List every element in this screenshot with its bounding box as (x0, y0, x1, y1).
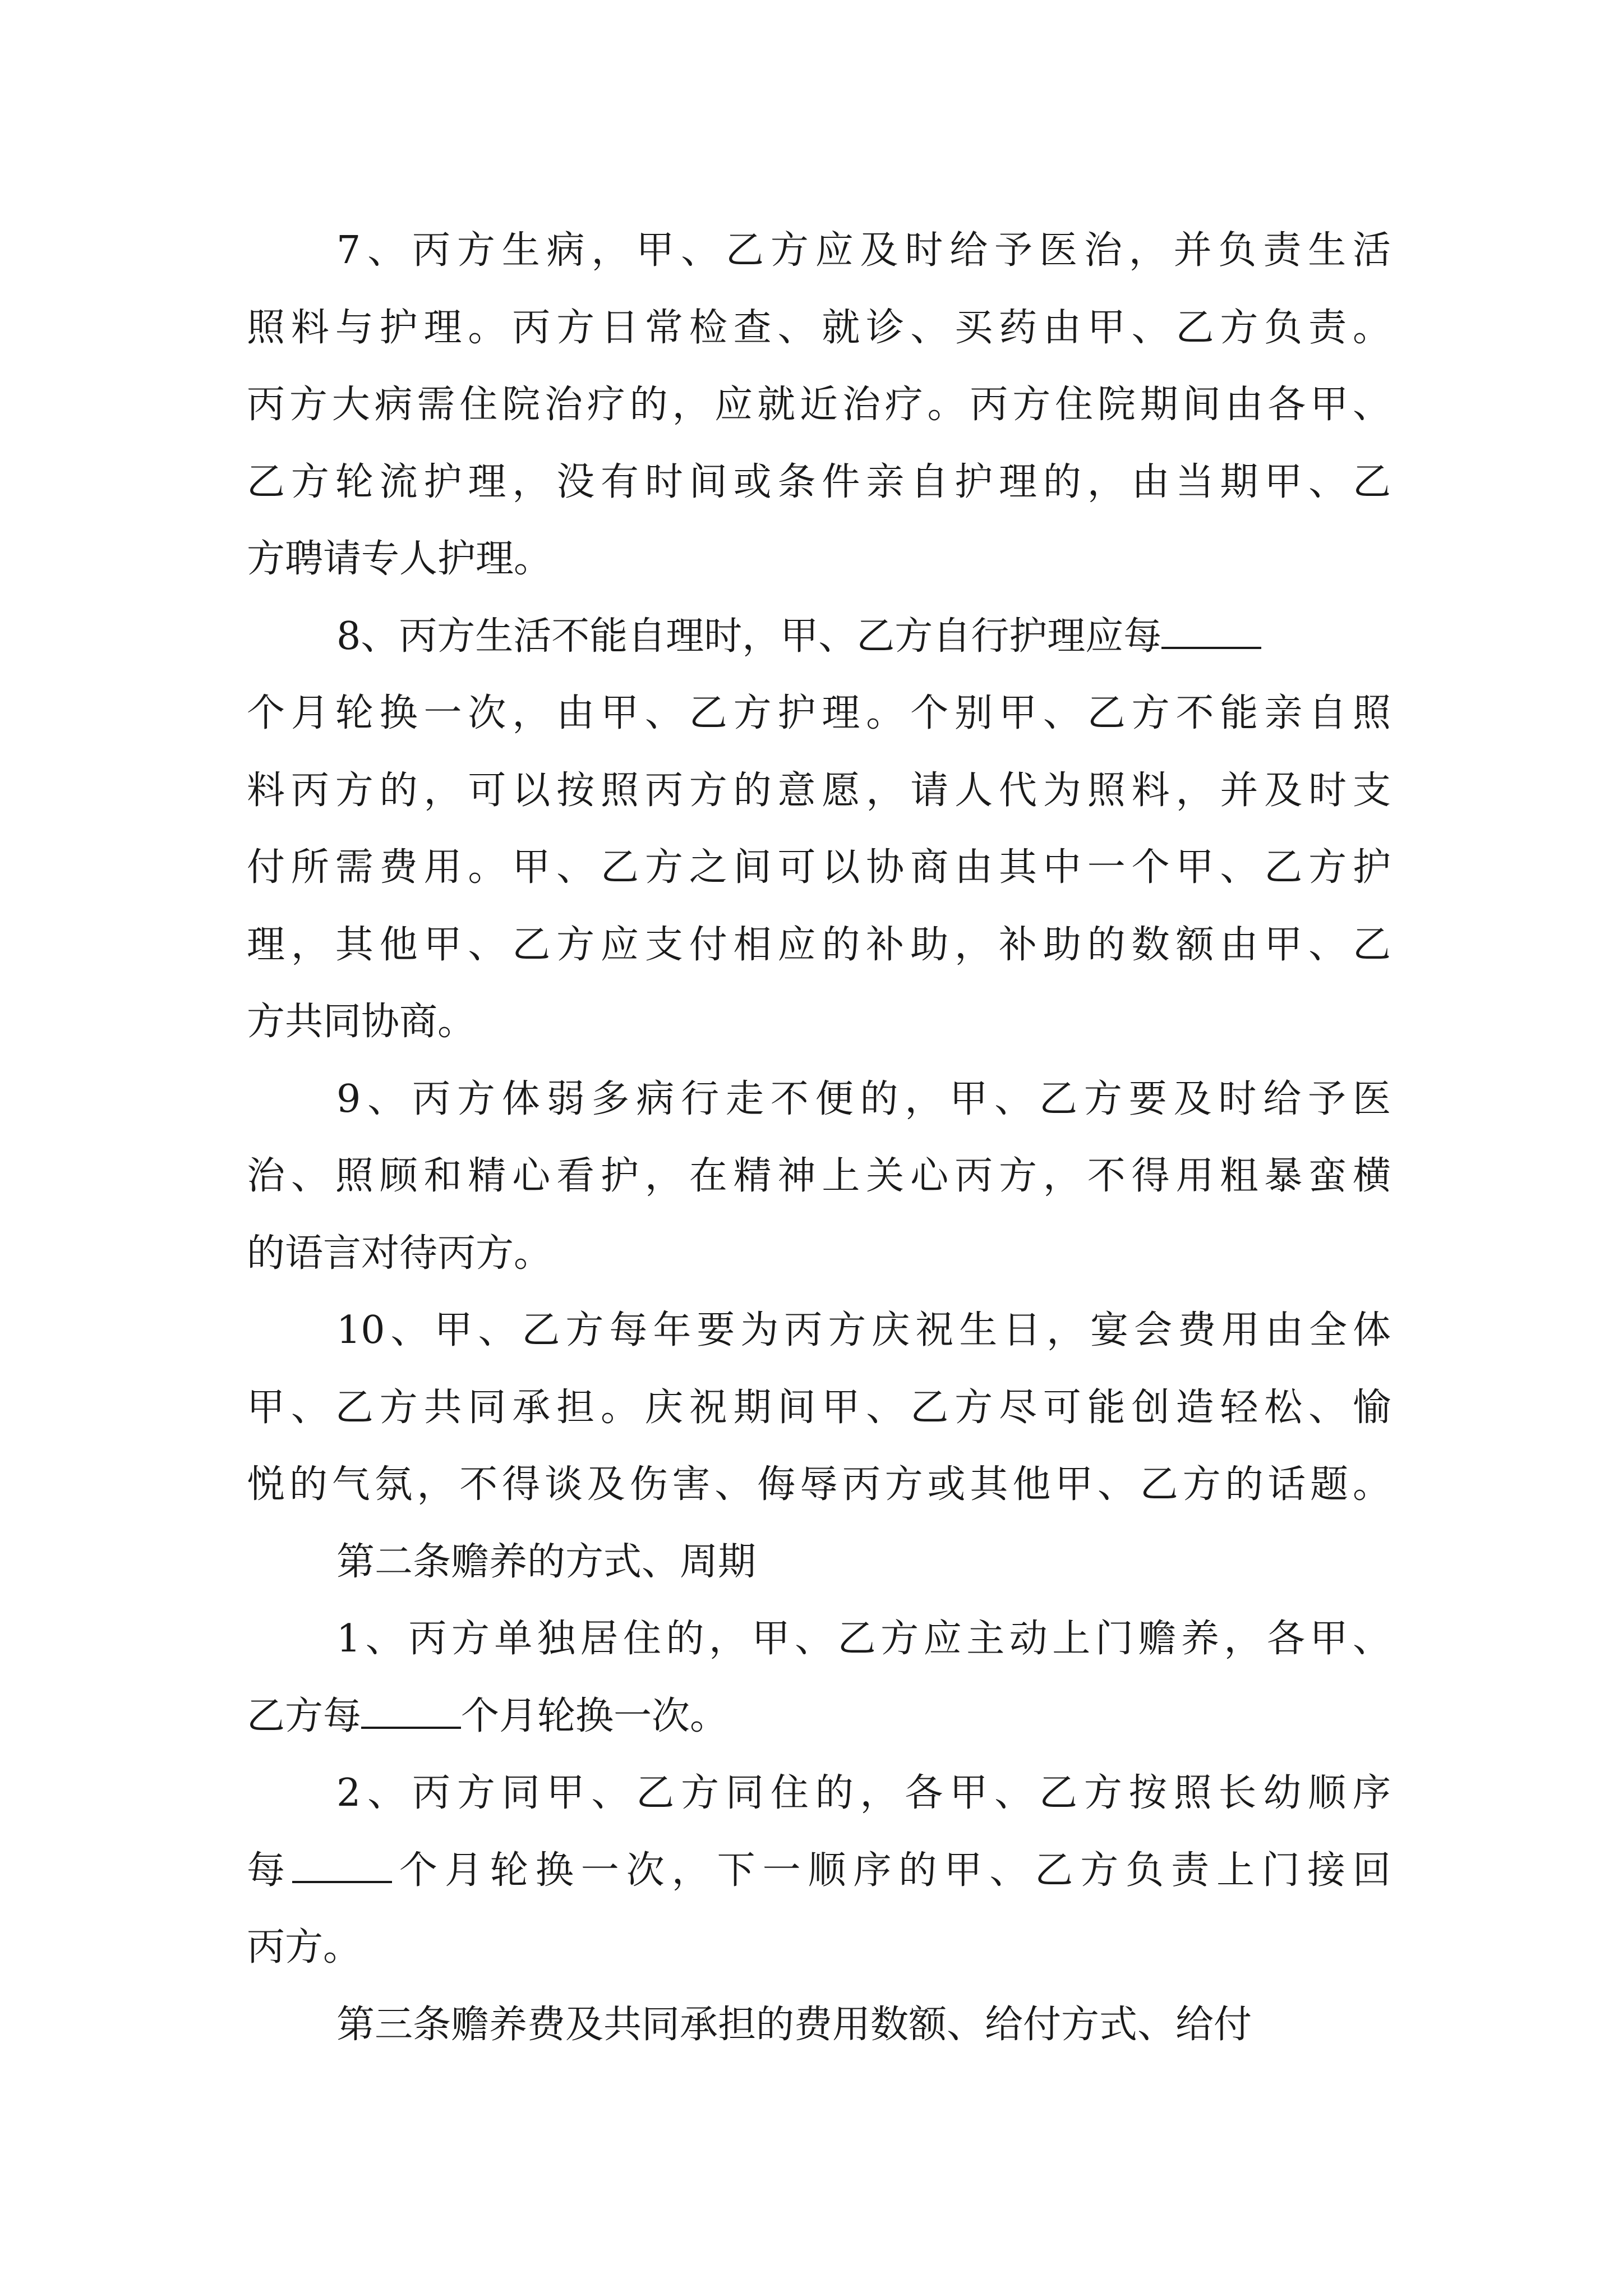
text-line (247, 598, 1391, 675)
text-line: 悦的气氛，不得谈及伤害、侮辱丙方或其他甲、乙方的话题。 (247, 1462, 1391, 1507)
text-fragment: 个月轮换一次。 (461, 1694, 728, 1738)
text-line (247, 1678, 1391, 1755)
text-fragment: 每 (247, 1848, 292, 1893)
document-body (247, 212, 1391, 2063)
text-line: 1、丙方单独居住的，甲、乙方应主动上门赡养，各甲、 (336, 1617, 1391, 1661)
fill-in-blank (1161, 615, 1261, 649)
fill-in-blank (292, 1849, 392, 1883)
section-heading: 第二条赡养的方式、周期 (336, 1539, 757, 1584)
text-line: 2、丙方同甲、乙方同住的，各甲、乙方按照长幼顺序 (336, 1771, 1391, 1815)
text-line: 7、丙方生病，甲、乙方应及时给予医治，并负责生活 (336, 228, 1391, 273)
text-line: 方共同协商。 (247, 1000, 476, 1044)
fill-in-blank (361, 1695, 461, 1729)
section-heading: 第三条赡养费及共同承担的费用数额、给付方式、给付 (336, 2002, 1252, 2047)
text-line: 的语言对待丙方。 (247, 1231, 552, 1276)
text-line: 乙方轮流护理，没有时间或条件亲自护理的，由当期甲、乙 (247, 459, 1391, 504)
text-line: 10、甲、乙方每年要为丙方庆祝生日，宴会费用由全体 (336, 1308, 1391, 1352)
text-fragment: 乙方每 (247, 1694, 362, 1738)
text-line: 个月轮换一次，由甲、乙方护理。个别甲、乙方不能亲自照 (247, 691, 1391, 735)
text-line: 甲、乙方共同承担。庆祝期间甲、乙方尽可能创造轻松、愉 (247, 1385, 1391, 1430)
text-line: 付所需费用。甲、乙方之间可以协商由其中一个甲、乙方护 (247, 845, 1391, 890)
text-line: 照料与护理。丙方日常检查、就诊、买药由甲、乙方负责。 (247, 305, 1391, 350)
text-fragment: 个月轮换一次，下一顺序的甲、乙方负责上门接回 (391, 1848, 1391, 1893)
text-line: 丙方大病需住院治疗的，应就近治疗。丙方住院期间由各甲、 (247, 383, 1391, 427)
text-line (247, 1832, 1391, 1910)
text-line: 方聘请专人护理。 (247, 537, 552, 581)
text-line: 丙方。 (247, 1925, 362, 1970)
text-line: 治、照顾和精心看护，在精神上关心丙方，不得用粗暴蛮横 (247, 1154, 1391, 1198)
text-fragment: 8、丙方生活不能自理时，甲、乙方自行护理应每 (336, 614, 1162, 659)
text-line: 料丙方的，可以按照丙方的意愿，请人代为照料，并及时支 (247, 768, 1391, 813)
text-line: 理，其他甲、乙方应支付相应的补助，补助的数额由甲、乙 (247, 922, 1391, 967)
text-line: 9、丙方体弱多病行走不便的，甲、乙方要及时给予医 (336, 1076, 1391, 1121)
